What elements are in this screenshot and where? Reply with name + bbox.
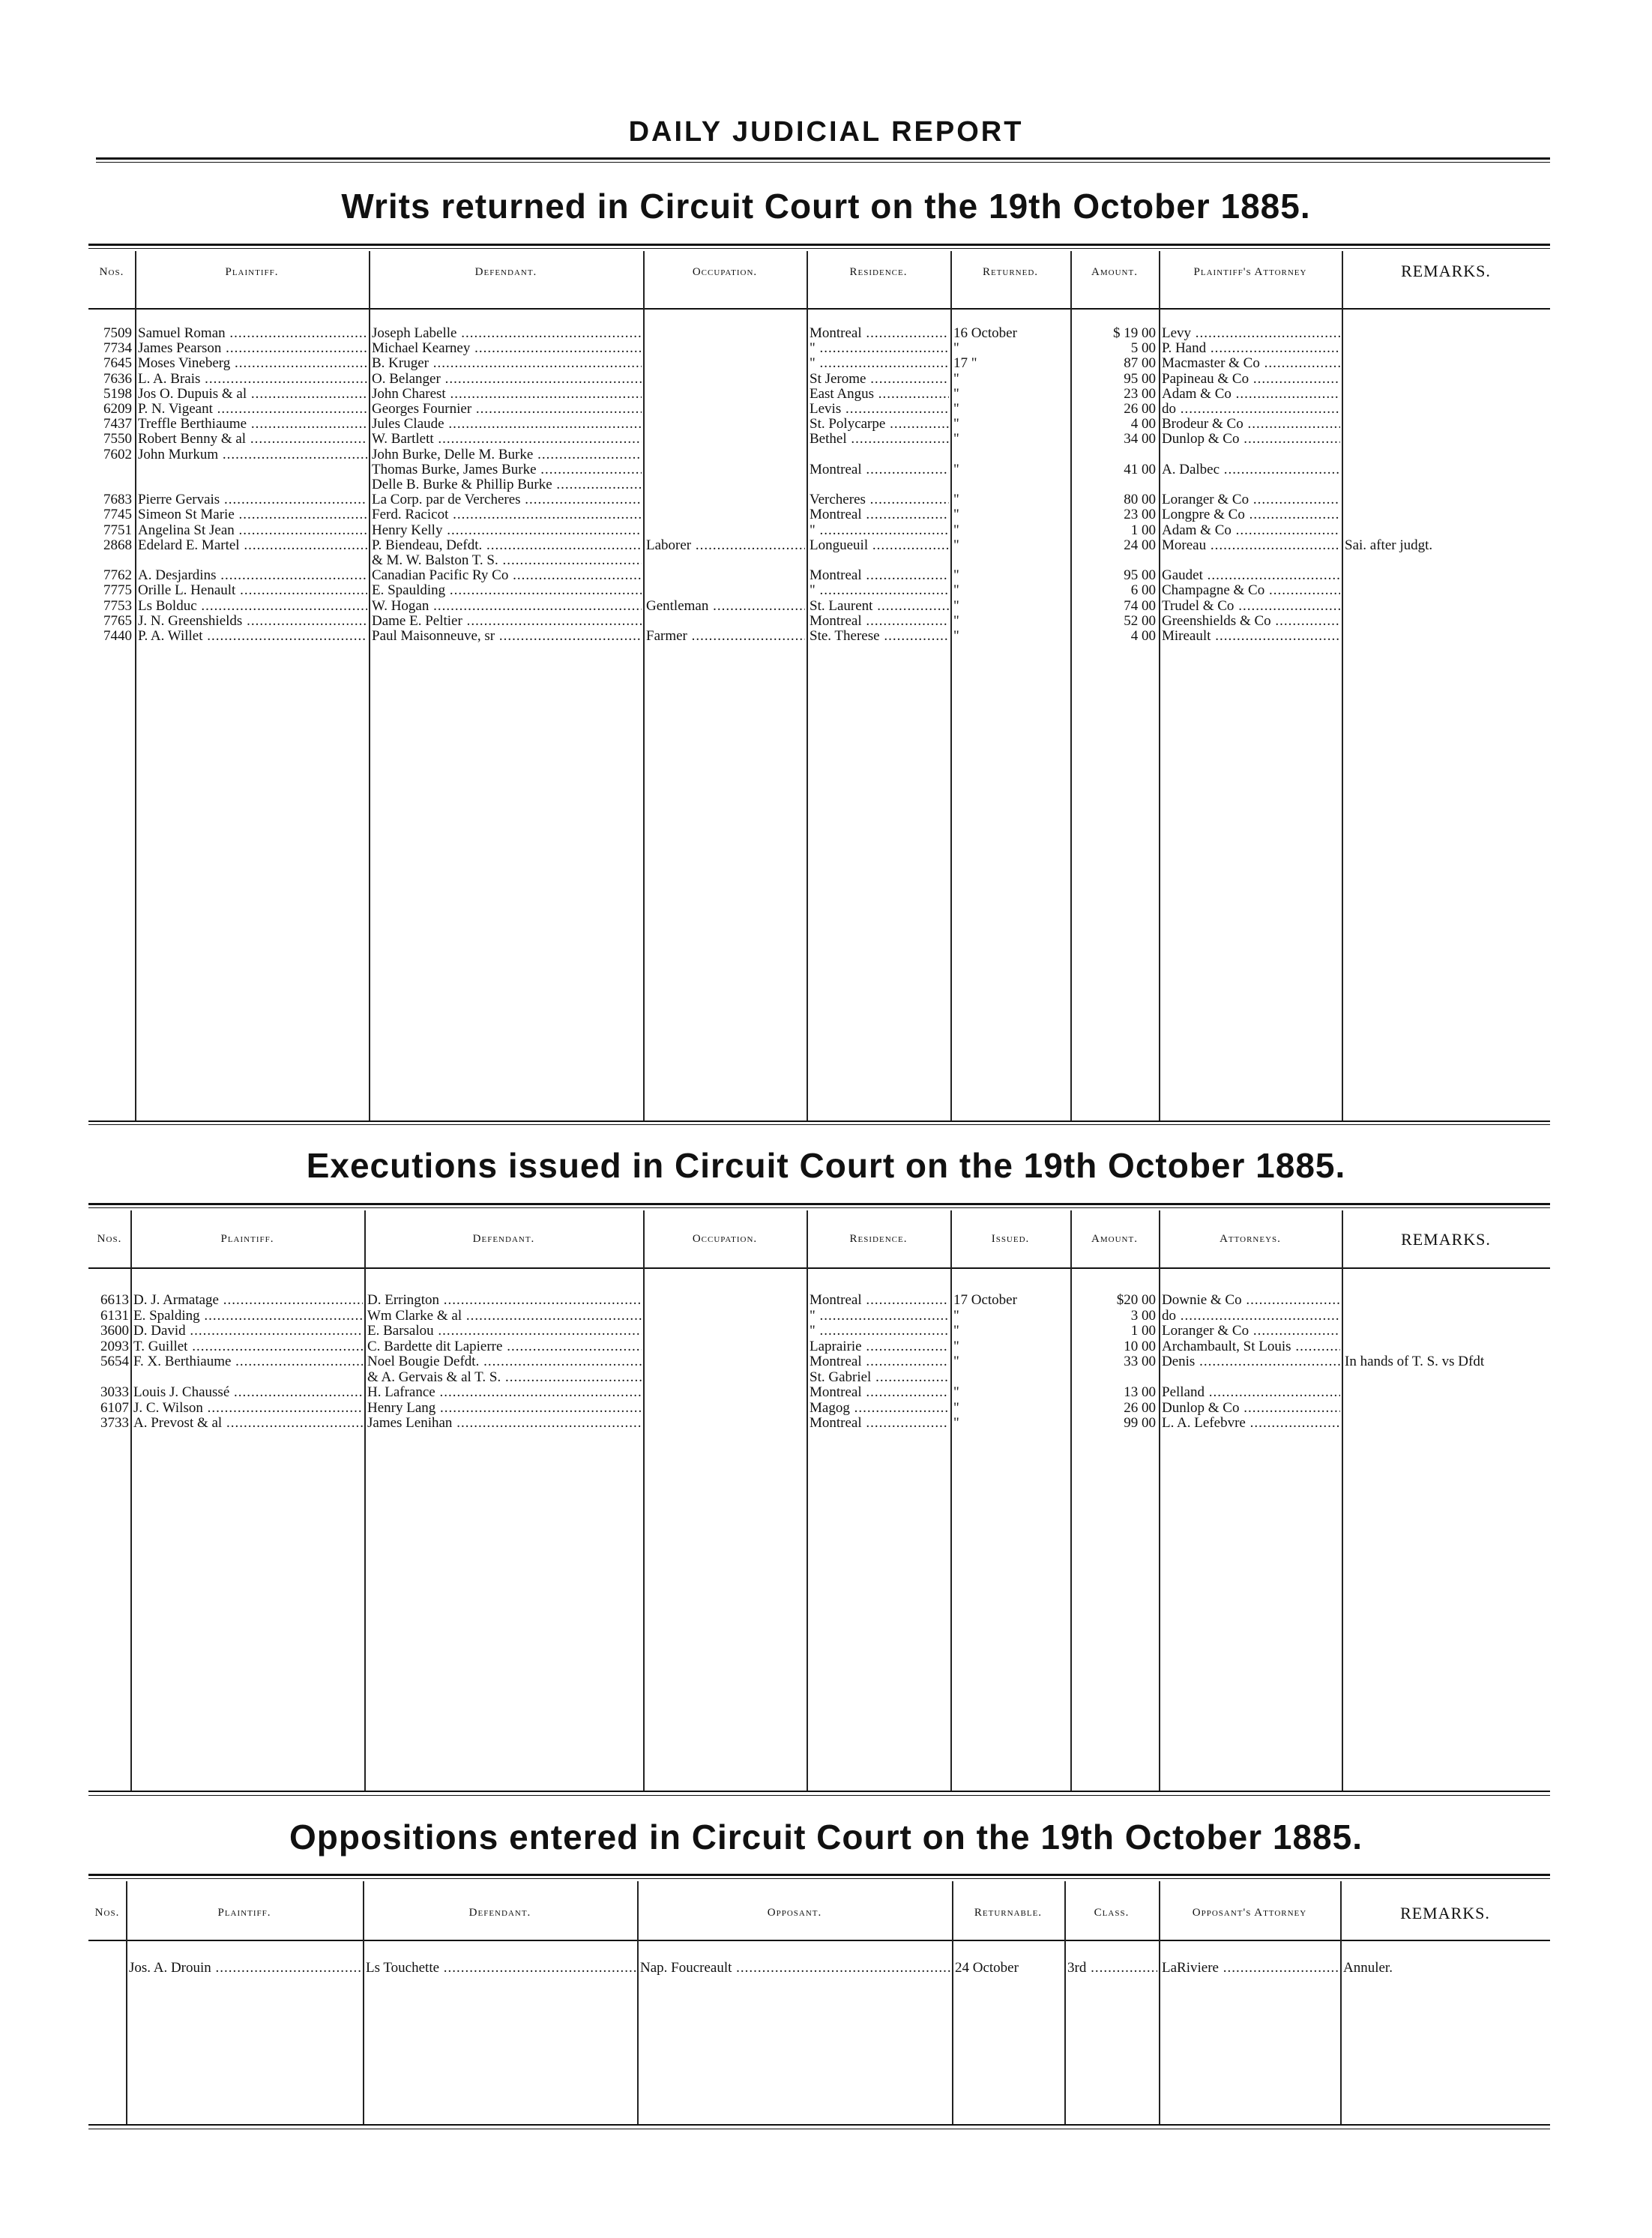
writs-no-cell: 7765 <box>103 613 132 629</box>
executions-attorney-cell: Dunlop & Co ..... <box>1162 1401 1340 1416</box>
writs-attorney-cell: Levy ..... <box>1162 326 1340 341</box>
writs-amount-cell: 24 00 <box>1124 537 1156 553</box>
executions-plaintiff-cell: D. J. Armatage ..... <box>133 1293 363 1308</box>
writs-attorney-cell: Macmaster & Co ..... <box>1162 356 1340 371</box>
writs-defendant-cell: O. Belanger ..... <box>372 372 642 387</box>
writs-residence-cell: " ..... <box>810 341 949 356</box>
executions-defendant-cell: James Lenihan ..... <box>367 1416 642 1431</box>
writs-header-nos: Nos. <box>99 266 124 278</box>
writs-attorney-cell: Dunlop & Co ..... <box>1162 432 1340 447</box>
writs-returned-cell: " <box>953 583 959 599</box>
writs-returned-cell: " <box>953 402 959 417</box>
executions-header-defendant: Defendant. <box>472 1233 535 1245</box>
writs-plaintiff-cell: L. A. Brais ..... <box>138 372 367 387</box>
executions-residence-cell: Laprairie ..... <box>810 1339 949 1354</box>
writs-residence-cell: St. Polycarpe ..... <box>810 417 949 432</box>
executions-residence-cell: Magog ..... <box>810 1401 949 1416</box>
writs-no-cell: 7683 <box>103 492 132 508</box>
writs-plaintiff-cell: P. N. Vigeant ..... <box>138 402 367 417</box>
executions-defendant-cell: E. Barsalou ..... <box>367 1324 642 1339</box>
executions-amount-cell: 10 00 <box>1124 1339 1156 1354</box>
writs-returned-cell: " <box>953 492 959 508</box>
writs-plaintiff-cell: James Pearson ..... <box>138 341 367 356</box>
writs-returned-cell: " <box>953 629 959 644</box>
oppositions-class-cell: 3rd ..... <box>1067 1961 1157 1976</box>
executions-residence-cell: Montreal ..... <box>810 1354 949 1369</box>
writs-occupation-cell: Farmer ..... <box>646 629 805 644</box>
writs-defendant-cell: Michael Kearney ..... <box>372 341 642 356</box>
executions-attorney-cell: do ..... <box>1162 1309 1340 1324</box>
writs-defendant-cell: Joseph Labelle ..... <box>372 326 642 341</box>
executions-plaintiff-cell: J. C. Wilson ..... <box>133 1401 363 1416</box>
writs-occupation-cell: Gentleman ..... <box>646 599 805 614</box>
writs-defendant-cell: John Burke, Delle M. Burke ..... <box>372 447 642 462</box>
writs-attorney-cell: Trudel & Co ..... <box>1162 599 1340 614</box>
writs-defendant-cell: Dame E. Peltier ..... <box>372 614 642 629</box>
executions-returned-cell: 17 October <box>953 1293 1017 1308</box>
writs-defendant-cell: W. Hogan ..... <box>372 599 642 614</box>
writs-attorney-cell: Adam & Co ..... <box>1162 387 1340 402</box>
writs-attorney-cell: Mireault ..... <box>1162 629 1340 644</box>
executions-residence-cell: " ..... <box>810 1309 949 1324</box>
writs-returned-cell: " <box>953 386 959 402</box>
writs-no-cell: 7509 <box>103 326 132 341</box>
oppositions-defendant-cell: Ls Touchette ..... <box>366 1961 636 1976</box>
executions-returned-cell: " <box>953 1416 959 1431</box>
executions-plaintiff-cell: T. Guillet ..... <box>133 1339 363 1354</box>
writs-defendant-cell: Ferd. Racicot ..... <box>372 507 642 522</box>
writs-header-residence: Residence. <box>849 266 908 278</box>
writs-returned-cell: 16 October <box>953 326 1017 341</box>
writs-attorney-cell: P. Hand ..... <box>1162 341 1340 356</box>
writs-amount-cell: 26 00 <box>1124 402 1156 417</box>
writs-returned-cell: " <box>953 462 959 477</box>
writs-defendant-cell: Paul Maisonneuve, sr ..... <box>372 629 642 644</box>
writs-no-cell: 2868 <box>103 537 132 553</box>
writs-amount-cell: 23 00 <box>1124 386 1156 402</box>
executions-amount-cell: 26 00 <box>1124 1400 1156 1416</box>
oppositions-header-plaintiff: Plaintiff. <box>217 1907 271 1919</box>
oppositions-header-opposant: Opposant. <box>767 1907 822 1919</box>
writs-defendant-cell: E. Spaulding ..... <box>372 583 642 598</box>
oppositions-opposant-cell: Nap. Foucreault ..... <box>640 1961 950 1976</box>
writs-returned-cell: " <box>953 341 959 357</box>
writs-plaintiff-cell: Treffle Berthiaume ..... <box>138 417 367 432</box>
writs-returned-cell: " <box>953 507 959 523</box>
writs-defendant-cell: Georges Fournier ..... <box>372 402 642 417</box>
writs-returned-cell: " <box>953 432 959 447</box>
writs-plaintiff-cell: Edelard E. Martel ..... <box>138 538 367 553</box>
oppositions-returnable-cell: 24 October <box>955 1961 1019 1976</box>
writs-residence-cell: Bethel ..... <box>810 432 949 447</box>
writs-attorney-cell: A. Dalbec ..... <box>1162 462 1340 477</box>
executions-defendant-cell: D. Errington ..... <box>367 1293 642 1308</box>
writs-no-cell: 7734 <box>103 341 132 357</box>
executions-returned-cell: " <box>953 1324 959 1339</box>
oppositions-header-attorney: Opposant's Attorney <box>1192 1907 1307 1919</box>
writs-returned-cell: 17 " <box>953 356 977 372</box>
oppositions-header-defendant: Defendant. <box>468 1907 531 1919</box>
oppositions-remarks-cell: Annuler. <box>1343 1961 1393 1976</box>
executions-header-remarks: REMARKS. <box>1401 1230 1491 1249</box>
writs-amount-cell: 87 00 <box>1124 356 1156 372</box>
writs-amount-cell: $ 19 00 <box>1113 326 1156 341</box>
writs-amount-cell: 4 00 <box>1130 417 1156 432</box>
writs-residence-cell: Montreal ..... <box>810 462 949 477</box>
writs-no-cell: 7437 <box>103 417 132 432</box>
writs-defendant-cell: Henry Kelly ..... <box>372 523 642 538</box>
writs-defendant-cell: Jules Claude ..... <box>372 417 642 432</box>
executions-amount-cell: 3 00 <box>1130 1308 1156 1324</box>
executions-amount-cell: 99 00 <box>1124 1416 1156 1431</box>
executions-amount-cell: 1 00 <box>1130 1324 1156 1339</box>
writs-defendant-cell: Thomas Burke, James Burke ..... <box>372 462 642 477</box>
executions-plaintiff-cell: E. Spalding ..... <box>133 1309 363 1324</box>
writs-no-cell: 5198 <box>103 386 132 402</box>
writs-plaintiff-cell: Ls Bolduc ..... <box>138 599 367 614</box>
writs-plaintiff-cell: Angelina St Jean ..... <box>138 523 367 538</box>
executions-residence-cell: Montreal ..... <box>810 1293 949 1308</box>
writs-no-cell: 7602 <box>103 447 132 462</box>
writs-attorney-cell: do ..... <box>1162 402 1340 417</box>
oppositions-plaintiff-cell: Jos. A. Drouin ..... <box>129 1961 361 1976</box>
writs-no-cell: 7745 <box>103 507 132 523</box>
writs-occupation-cell: Laborer ..... <box>646 538 805 553</box>
writs-plaintiff-cell: Samuel Roman ..... <box>138 326 367 341</box>
writs-amount-cell: 23 00 <box>1124 507 1156 523</box>
executions-header-residence: Residence. <box>849 1233 908 1245</box>
writs-amount-cell: 74 00 <box>1124 598 1156 614</box>
writs-residence-cell: Vercheres ..... <box>810 492 949 507</box>
executions-residence-cell: Montreal ..... <box>810 1385 949 1400</box>
executions-returned-cell: " <box>953 1339 959 1354</box>
oppositions-attorney-cell: LaRiviere ..... <box>1162 1961 1339 1976</box>
writs-defendant-cell: B. Kruger ..... <box>372 356 642 371</box>
executions-defendant-cell: C. Bardette dit Lapierre ..... <box>367 1339 642 1354</box>
executions-header-nos: Nos. <box>97 1233 122 1245</box>
writs-returned-cell: " <box>953 598 959 614</box>
executions-no-cell: 6107 <box>100 1400 129 1416</box>
executions-amount-cell: 33 00 <box>1124 1354 1156 1369</box>
writs-defendant-cell: John Charest ..... <box>372 387 642 402</box>
executions-header-attorneys: Attorneys. <box>1220 1233 1281 1245</box>
writs-header-attorney: Plaintiff's Attorney <box>1193 266 1307 278</box>
executions-defendant-cell: H. Lafrance ..... <box>367 1385 642 1400</box>
writs-no-cell: 7762 <box>103 568 132 584</box>
writs-defendant-cell: Delle B. Burke & Phillip Burke ..... <box>372 477 642 492</box>
writs-attorney-cell: Adam & Co ..... <box>1162 523 1340 538</box>
masthead-title: DAILY JUDICIAL REPORT <box>628 116 1024 148</box>
executions-plaintiff-cell: A. Prevost & al ..... <box>133 1416 363 1431</box>
writs-no-cell: 7775 <box>103 583 132 599</box>
executions-defendant-cell: & A. Gervais & al T. S. ..... <box>367 1370 642 1385</box>
writs-plaintiff-cell: J. N. Greenshields ..... <box>138 614 367 629</box>
writs-plaintiff-cell: Orille L. Henault ..... <box>138 583 367 598</box>
writs-residence-cell: Montreal ..... <box>810 568 949 583</box>
executions-amount-cell: 13 00 <box>1124 1385 1156 1400</box>
writs-plaintiff-cell: A. Desjardins ..... <box>138 568 367 583</box>
executions-attorney-cell: Loranger & Co ..... <box>1162 1324 1340 1339</box>
writs-attorney-cell: Brodeur & Co ..... <box>1162 417 1340 432</box>
writs-residence-cell: Montreal ..... <box>810 507 949 522</box>
executions-header-plaintiff: Plaintiff. <box>220 1233 274 1245</box>
writs-amount-cell: 4 00 <box>1130 629 1156 644</box>
oppositions-header-remarks: REMARKS. <box>1400 1904 1490 1922</box>
executions-defendant-cell: Henry Lang ..... <box>367 1401 642 1416</box>
writs-returned-cell: " <box>953 522 959 538</box>
writs-attorney-cell: Moreau ..... <box>1162 538 1340 553</box>
writs-residence-cell: Levis ..... <box>810 402 949 417</box>
writs-returned-cell: " <box>953 537 959 553</box>
executions-no-cell: 6613 <box>100 1293 129 1308</box>
oppositions-header-class: Class. <box>1094 1907 1130 1919</box>
writs-amount-cell: 6 00 <box>1130 583 1156 599</box>
executions-residence-cell: Montreal ..... <box>810 1416 949 1431</box>
writs-no-cell: 7645 <box>103 356 132 372</box>
writs-amount-cell: 5 00 <box>1130 341 1156 357</box>
executions-defendant-cell: Wm Clarke & al ..... <box>367 1309 642 1324</box>
executions-attorney-cell: Archambault, St Louis ..... <box>1162 1339 1340 1354</box>
writs-remarks-cell: Sai. after judgt. <box>1345 537 1433 553</box>
writs-residence-cell: Montreal ..... <box>810 326 949 341</box>
writs-table <box>88 244 1550 1124</box>
executions-remarks-cell: In hands of T. S. vs Dfdt <box>1345 1354 1485 1369</box>
writs-defendant-cell: & M. W. Balston T. S. ..... <box>372 553 642 568</box>
writs-plaintiff-cell: Jos O. Dupuis & al ..... <box>138 387 367 402</box>
writs-header-occupation: Occupation. <box>692 266 758 278</box>
oppositions-title: Oppositions entered in Circuit Court on the 19th October 1885. <box>289 1818 1363 1857</box>
writs-header-remarks: REMARKS. <box>1401 262 1491 280</box>
writs-header-plaintiff: Plaintiff. <box>225 266 279 278</box>
executions-no-cell: 3733 <box>100 1416 129 1431</box>
executions-returned-cell: " <box>953 1400 959 1416</box>
writs-no-cell: 7751 <box>103 522 132 538</box>
writs-returned-cell: " <box>953 568 959 584</box>
executions-header-occupation: Occupation. <box>692 1233 758 1245</box>
writs-defendant-cell: P. Biendeau, Defdt. ..... <box>372 538 642 553</box>
writs-returned-cell: " <box>953 371 959 387</box>
executions-amount-cell: $20 00 <box>1116 1293 1156 1308</box>
writs-returned-cell: " <box>953 417 959 432</box>
writs-returned-cell: " <box>953 613 959 629</box>
writs-amount-cell: 41 00 <box>1124 462 1156 477</box>
writs-amount-cell: 52 00 <box>1124 613 1156 629</box>
writs-defendant-cell: W. Bartlett ..... <box>372 432 642 447</box>
executions-no-cell: 5654 <box>100 1354 129 1369</box>
writs-amount-cell: 95 00 <box>1124 371 1156 387</box>
writs-residence-cell: St. Laurent ..... <box>810 599 949 614</box>
writs-residence-cell: St Jerome ..... <box>810 372 949 387</box>
executions-defendant-cell: Noel Bougie Defdt. ..... <box>367 1354 642 1369</box>
writs-amount-cell: 34 00 <box>1124 432 1156 447</box>
oppositions-table <box>88 1874 1550 2129</box>
executions-no-cell: 3600 <box>100 1324 129 1339</box>
oppositions-header-nos: Nos. <box>94 1907 120 1919</box>
writs-header-defendant: Defendant. <box>474 266 537 278</box>
executions-attorney-cell: Denis ..... <box>1162 1354 1340 1369</box>
writs-plaintiff-cell: P. A. Willet ..... <box>138 629 367 644</box>
oppositions-header-returnable: Returnable. <box>974 1907 1043 1919</box>
writs-amount-cell: 95 00 <box>1124 568 1156 584</box>
writs-plaintiff-cell: Moses Vineberg ..... <box>138 356 367 371</box>
writs-title: Writs returned in Circuit Court on the 19th October 1885. <box>341 187 1311 226</box>
executions-plaintiff-cell: Louis J. Chaussé ..... <box>133 1385 363 1400</box>
masthead-rule <box>96 157 1550 160</box>
writs-plaintiff-cell: Simeon St Marie ..... <box>138 507 367 522</box>
writs-residence-cell: East Angus ..... <box>810 387 949 402</box>
writs-residence-cell: " ..... <box>810 583 949 598</box>
executions-no-cell: 6131 <box>100 1308 129 1324</box>
executions-residence-cell: " ..... <box>810 1324 949 1339</box>
executions-returned-cell: " <box>953 1385 959 1400</box>
executions-residence-cell: St. Gabriel ..... <box>810 1370 949 1385</box>
executions-attorney-cell: Downie & Co ..... <box>1162 1293 1340 1308</box>
writs-no-cell: 7636 <box>103 371 132 387</box>
writs-header-amount: Amount. <box>1091 266 1138 278</box>
executions-title: Executions issued in Circuit Court on the 19th October 1885. <box>306 1146 1346 1185</box>
executions-table <box>88 1203 1550 1795</box>
writs-plaintiff-cell: Pierre Gervais ..... <box>138 492 367 507</box>
writs-defendant-cell: Canadian Pacific Ry Co ..... <box>372 568 642 583</box>
executions-no-cell: 3033 <box>100 1385 129 1400</box>
writs-plaintiff-cell: Robert Benny & al ..... <box>138 432 367 447</box>
executions-header-amount: Amount. <box>1091 1233 1138 1245</box>
writs-residence-cell: Montreal ..... <box>810 614 949 629</box>
writs-no-cell: 7440 <box>103 629 132 644</box>
writs-attorney-cell: Loranger & Co ..... <box>1162 492 1340 507</box>
executions-no-cell: 2093 <box>100 1339 129 1354</box>
masthead-rule-thin <box>96 162 1550 163</box>
writs-header-returned: Returned. <box>982 266 1039 278</box>
writs-residence-cell: Longueuil ..... <box>810 538 949 553</box>
writs-residence-cell: Ste. Therese ..... <box>810 629 949 644</box>
writs-attorney-cell: Champagne & Co ..... <box>1162 583 1340 598</box>
executions-attorney-cell: Pelland ..... <box>1162 1385 1340 1400</box>
executions-returned-cell: " <box>953 1354 959 1369</box>
writs-attorney-cell: Gaudet ..... <box>1162 568 1340 583</box>
writs-attorney-cell: Papineau & Co ..... <box>1162 372 1340 387</box>
writs-no-cell: 6209 <box>103 402 132 417</box>
writs-no-cell: 7550 <box>103 432 132 447</box>
writs-amount-cell: 80 00 <box>1124 492 1156 508</box>
writs-residence-cell: " ..... <box>810 356 949 371</box>
writs-plaintiff-cell: John Murkum ..... <box>138 447 367 462</box>
executions-plaintiff-cell: D. David ..... <box>133 1324 363 1339</box>
writs-attorney-cell: Greenshields & Co ..... <box>1162 614 1340 629</box>
executions-returned-cell: " <box>953 1308 959 1324</box>
writs-amount-cell: 1 00 <box>1130 522 1156 538</box>
writs-attorney-cell: Longpre & Co ..... <box>1162 507 1340 522</box>
executions-header-issued: Issued. <box>991 1233 1030 1245</box>
writs-residence-cell: " ..... <box>810 523 949 538</box>
writs-defendant-cell: La Corp. par de Vercheres ..... <box>372 492 642 507</box>
writs-no-cell: 7753 <box>103 598 132 614</box>
executions-attorney-cell: L. A. Lefebvre ..... <box>1162 1416 1340 1431</box>
executions-plaintiff-cell: F. X. Berthiaume ..... <box>133 1354 363 1369</box>
